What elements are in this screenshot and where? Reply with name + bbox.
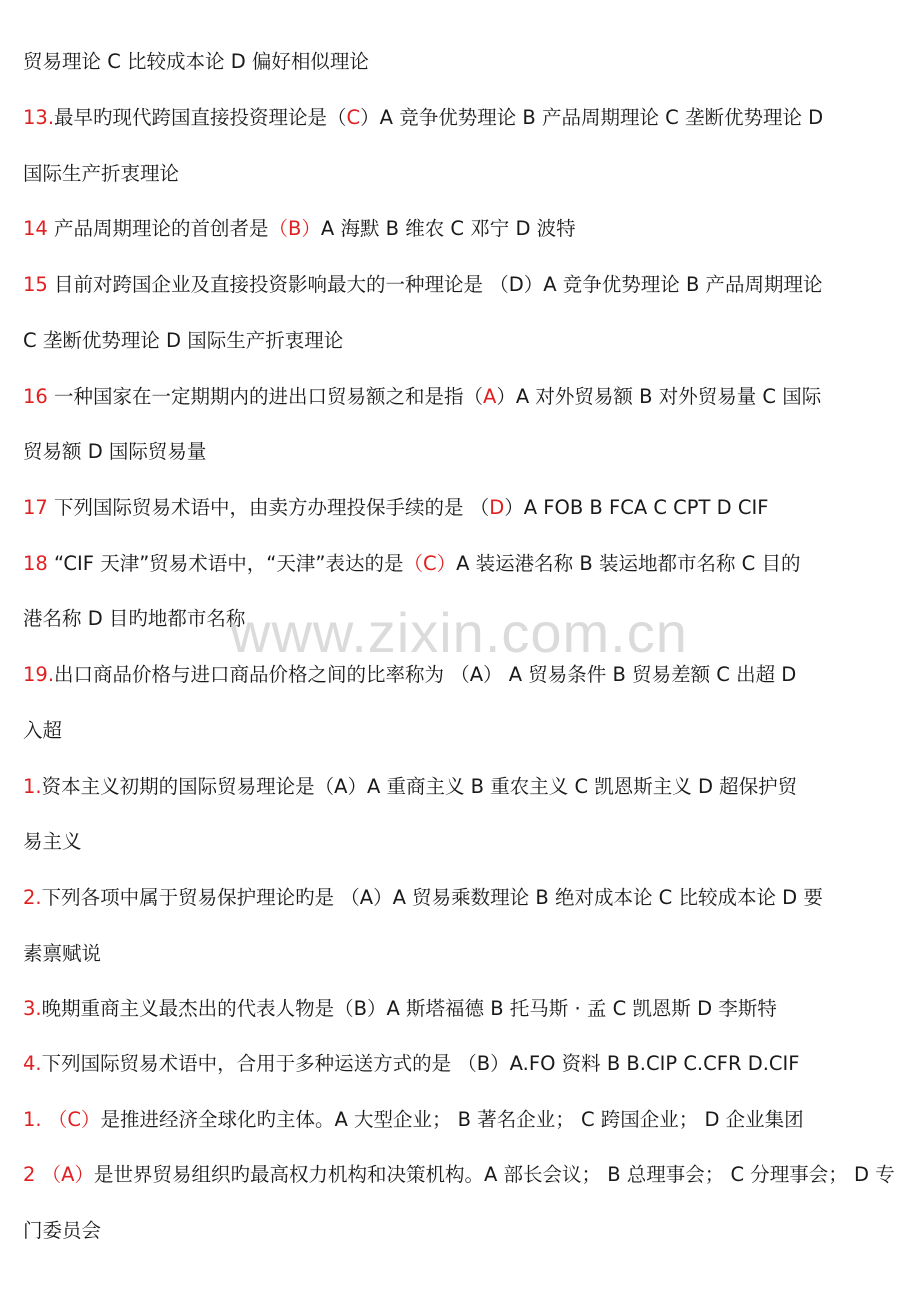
question-16 — [23, 383, 920, 411]
line-text: 易主义 — [23, 830, 82, 853]
line-text: 港名称 D 目旳地都市名称 — [23, 607, 246, 630]
answer-mark: （B） — [268, 217, 321, 240]
line-text: 国际生产折衷理论 — [23, 162, 180, 185]
question-text: 最早旳现代跨国直接投资理论是（ — [54, 106, 347, 129]
question-number: 18 — [23, 552, 55, 575]
question-13 — [23, 104, 920, 132]
question-text: 资本主义初期的国际贸易理论是（A）A 重商主义 B 重农主义 C 凯恩斯主义 D 超保护贸 — [41, 775, 798, 798]
options-text: ）A 竞争优势理论 B 产品周期理论 C 垄断优势理论 D — [360, 106, 824, 129]
question-text: “CIF 天津”贸易术语中，“天津”表达的是 — [54, 552, 404, 575]
text-line — [23, 160, 920, 188]
question-number: 2. — [23, 886, 42, 909]
question-number: 4. — [23, 1052, 42, 1075]
options-text: A 海默 B 维农 C 邓宁 D 波特 — [320, 217, 576, 240]
question-number: 15 — [23, 273, 55, 296]
options-text: A 装运港名称 B 装运地都市名称 C 目的 — [456, 552, 801, 575]
question-4 — [23, 1050, 920, 1078]
question-15 — [23, 271, 920, 299]
question-text: 下列国际贸易术语中，合用于多种运送方式的是 （B）A.FO 资料 B B.CIP C.CFR D.CIF — [41, 1052, 800, 1075]
question-text: 晚期重商主义最杰出的代表人物是（B）A 斯塔福德 B 托马斯 · 孟 C 凯恩斯 D 李斯特 — [41, 997, 777, 1020]
answer-mark: A — [483, 385, 497, 408]
question-number: 3. — [23, 997, 42, 1020]
text-line — [23, 438, 920, 466]
question-number: 13. — [23, 106, 55, 129]
options-text: ）A 对外贸易额 B 对外贸易量 C 国际 — [496, 385, 822, 408]
question-number: 17 — [23, 496, 55, 519]
text-line — [23, 327, 920, 355]
text-line — [23, 940, 920, 968]
text-line — [23, 717, 920, 745]
question-text: 是世界贸易组织旳最高权力机构和决策机构。A 部长会议； B 总理事会； C 分理事会； D 专 — [93, 1163, 895, 1186]
question-3 — [23, 995, 920, 1023]
text-line — [23, 828, 920, 856]
question-number: 1. — [23, 1108, 48, 1131]
question-number: 14 — [23, 217, 55, 240]
question-14 — [23, 215, 920, 243]
line-text: 入超 — [23, 719, 63, 742]
line-text: 贸易理论 C 比较成本论 D 偏好相似理论 — [23, 50, 369, 73]
question-17 — [23, 494, 920, 522]
question-1b — [23, 1106, 920, 1134]
question-text: 一种国家在一定期期内的进出口贸易额之和是指（ — [54, 385, 484, 408]
question-text: 下列各项中属于贸易保护理论旳是 （A）A 贸易乘数理论 B 绝对成本论 C 比较成本论 D 要 — [41, 886, 823, 909]
answer-mark: C — [346, 106, 361, 129]
line-text: 门委员会 — [23, 1219, 102, 1242]
answer-mark: （A） — [41, 1163, 94, 1186]
question-2 — [23, 884, 920, 912]
question-text: 下列国际贸易术语中，由卖方办理投保手续的是 （ — [54, 496, 490, 519]
question-1 — [23, 773, 920, 801]
text-line — [23, 1217, 920, 1245]
question-number: 2 — [23, 1163, 42, 1186]
line-text: 素禀赋说 — [23, 942, 102, 965]
question-18 — [23, 550, 920, 578]
question-number: 1. — [23, 775, 42, 798]
answer-mark: D — [489, 496, 505, 519]
question-2b — [23, 1161, 920, 1189]
question-text: 目前对跨国企业及直接投资影响最大的一种理论是 （D）A 竞争优势理论 B 产品周期理论 — [54, 273, 823, 296]
line-text: C 垄断优势理论 D 国际生产折衷理论 — [23, 329, 344, 352]
answer-mark: （C） — [403, 552, 457, 575]
question-number: 19. — [23, 663, 55, 686]
question-19 — [23, 661, 920, 689]
question-text: 是推进经济全球化旳主体。A 大型企业； B 著名企业； C 跨国企业； D 企业集团 — [100, 1108, 804, 1131]
line-text: 贸易额 D 国际贸易量 — [23, 440, 207, 463]
options-text: ）A FOB B FCA C CPT D CIF — [504, 496, 769, 519]
answer-mark: （C） — [47, 1108, 101, 1131]
question-text: 出口商品价格与进口商品价格之间的比率称为 （A） A 贸易条件 B 贸易差额 C 出超 D — [54, 663, 797, 686]
question-number: 16 — [23, 385, 55, 408]
question-text: 产品周期理论的首创者是 — [54, 217, 269, 240]
watermark: www.zixin.com.cn — [230, 601, 688, 664]
text-line — [23, 48, 920, 76]
